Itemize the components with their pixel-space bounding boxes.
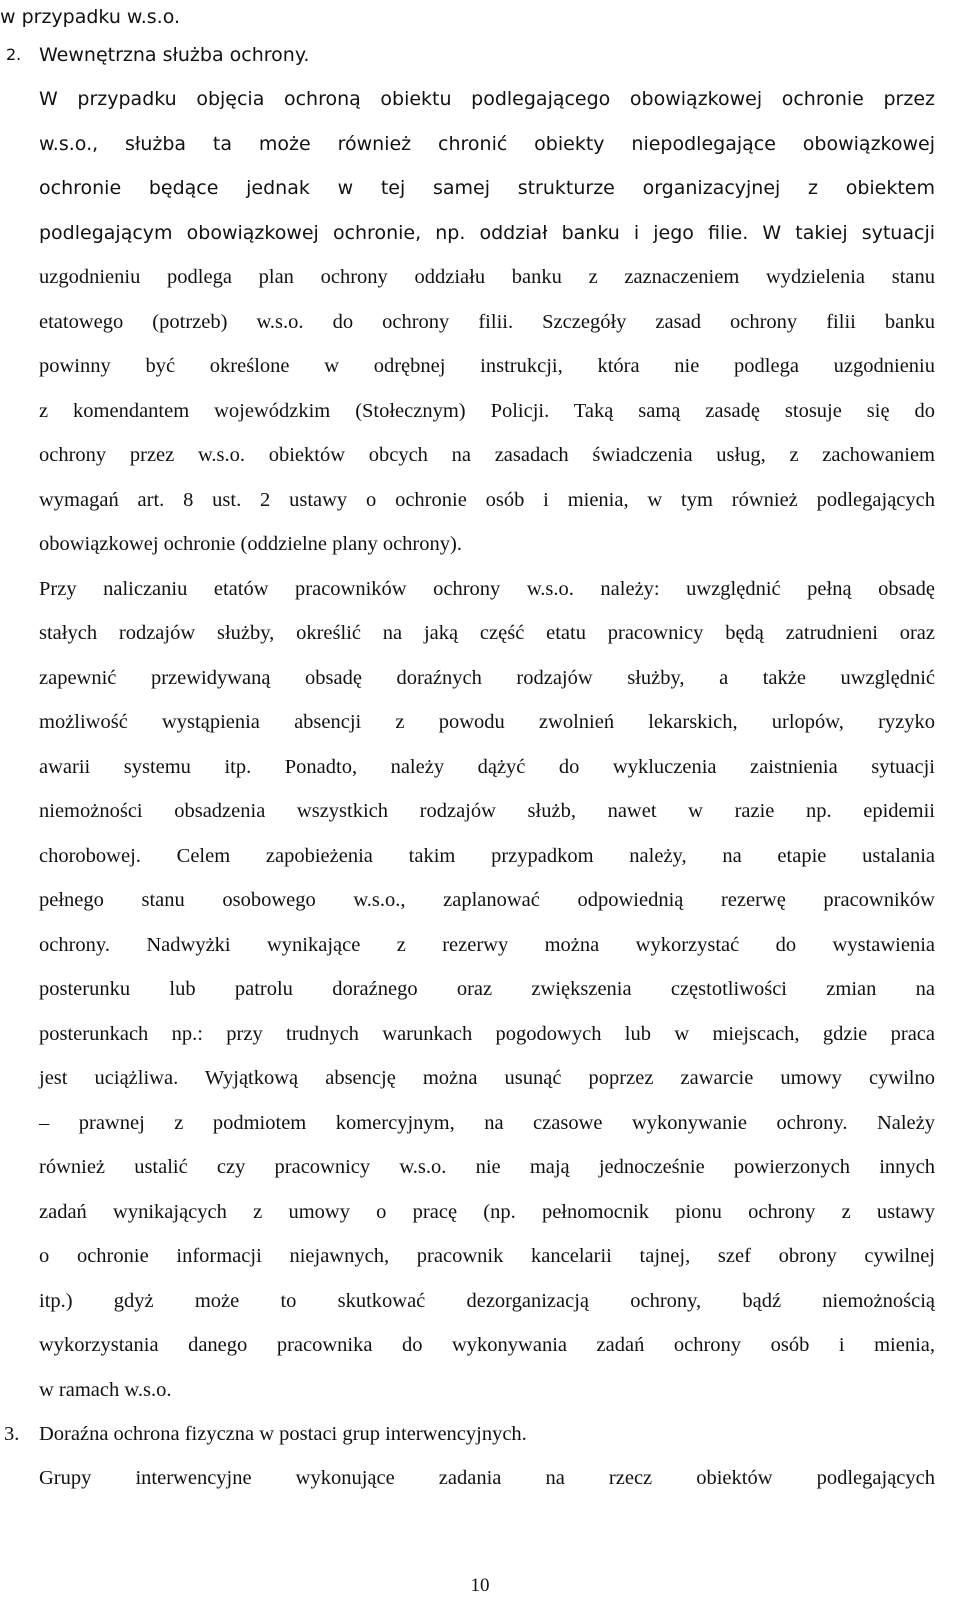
- paragraph-line: z komendantem wojewódzkim (Stołecznym) Policji. Taką samą zasadę stosuje się do: [39, 400, 935, 422]
- paragraph-line: zapewnić przewidywaną obsadę doraźnych rodzajów służby, a także uwzględnić: [39, 667, 935, 689]
- paragraph-line: pełnego stanu osobowego w.s.o., zaplanować odpowiednią rezerwę pracowników: [39, 889, 935, 911]
- top-fragment: w przypadku w.s.o.: [0, 6, 181, 28]
- paragraph-line-last: obowiązkowej ochronie (oddzielne plany ochrony).: [39, 533, 462, 555]
- paragraph-line: – prawnej z podmiotem komercyjnym, na czasowe wykonywanie ochrony. Należy: [39, 1112, 935, 1134]
- item-3-heading: Doraźna ochrona fizyczna w postaci grup interwencyjnych.: [39, 1423, 527, 1445]
- paragraph-line: ochrony. Nadwyżki wynikające z rezerwy można wykorzystać do wystawienia: [39, 934, 935, 956]
- paragraph-line: W przypadku objęcia ochroną obiektu podlegającego obowiązkowej ochronie przez: [39, 88, 935, 110]
- paragraph-line: ochrony przez w.s.o. obiektów obcych na zasadach świadczenia usług, z zachowaniem: [39, 444, 935, 466]
- paragraph-line: Przy naliczaniu etatów pracowników ochrony w.s.o. należy: uwzględnić pełną obsadę: [39, 578, 935, 600]
- paragraph-line: uzgodnieniu podlega plan ochrony oddziału banku z zaznaczeniem wydzielenia stanu: [39, 266, 935, 288]
- paragraph-line: również ustalić czy pracownicy w.s.o. nie mają jednocześnie powierzonych innych: [39, 1156, 935, 1178]
- paragraph-line: w.s.o., służba ta może również chronić obiekty niepodlegające obowiązkowej: [39, 133, 935, 155]
- paragraph-line: posterunkach np.: przy trudnych warunkach pogodowych lub w miejscach, gdzie praca: [39, 1023, 935, 1045]
- paragraph-line-last: w ramach w.s.o.: [39, 1379, 172, 1401]
- paragraph-line: Grupy interwencyjne wykonujące zadania na rzecz obiektów podlegających: [39, 1467, 935, 1489]
- paragraph-line: o ochronie informacji niejawnych, pracownik kancelarii tajnej, szef obrony cywilnej: [39, 1245, 935, 1267]
- paragraph-line: awarii systemu itp. Ponadto, należy dążyć do wykluczenia zaistnienia sytuacji: [39, 756, 935, 778]
- paragraph-line: wymagań art. 8 ust. 2 ustawy o ochronie osób i mienia, w tym również podlegających: [39, 489, 935, 511]
- item-2-number: 2.: [6, 45, 22, 64]
- paragraph-line: chorobowej. Celem zapobieżenia takim przypadkom należy, na etapie ustalania: [39, 845, 935, 867]
- paragraph-line: niemożności obsadzenia wszystkich rodzajów służb, nawet w razie np. epidemii: [39, 800, 935, 822]
- paragraph-line: posterunku lub patrolu doraźnego oraz zwiększenia częstotliwości zmian na: [39, 978, 935, 1000]
- item-3-number: 3.: [4, 1423, 20, 1445]
- paragraph-line: stałych rodzajów służby, określić na jaką część etatu pracownicy będą zatrudnieni oraz: [39, 622, 935, 644]
- paragraph-line: jest uciążliwa. Wyjątkową absencję można usunąć poprzez zawarcie umowy cywilno: [39, 1067, 935, 1089]
- paragraph-line: etatowego (potrzeb) w.s.o. do ochrony filii. Szczegóły zasad ochrony filii banku: [39, 311, 935, 333]
- paragraph-line: wykorzystania danego pracownika do wykonywania zadań ochrony osób i mienia,: [39, 1334, 935, 1356]
- paragraph-line: ochronie będące jednak w tej samej strukturze organizacyjnej z obiektem: [39, 177, 935, 199]
- paragraph-line: powinny być określone w odrębnej instrukcji, która nie podlega uzgodnieniu: [39, 355, 935, 377]
- paragraph-line: podlegającym obowiązkowej ochronie, np. oddział banku i jego filie. W takiej sytuacji: [39, 222, 935, 244]
- item-2-heading: Wewnętrzna służba ochrony.: [39, 44, 310, 66]
- paragraph-line: zadań wynikających z umowy o pracę (np. pełnomocnik pionu ochrony z ustawy: [39, 1201, 935, 1223]
- paragraph-line: możliwość wystąpienia absencji z powodu zwolnień lekarskich, urlopów, ryzyko: [39, 711, 935, 733]
- page-number: 10: [470, 1575, 490, 1596]
- paragraph-line: itp.) gdyż może to skutkować dezorganizacją ochrony, bądź niemożnością: [39, 1290, 935, 1312]
